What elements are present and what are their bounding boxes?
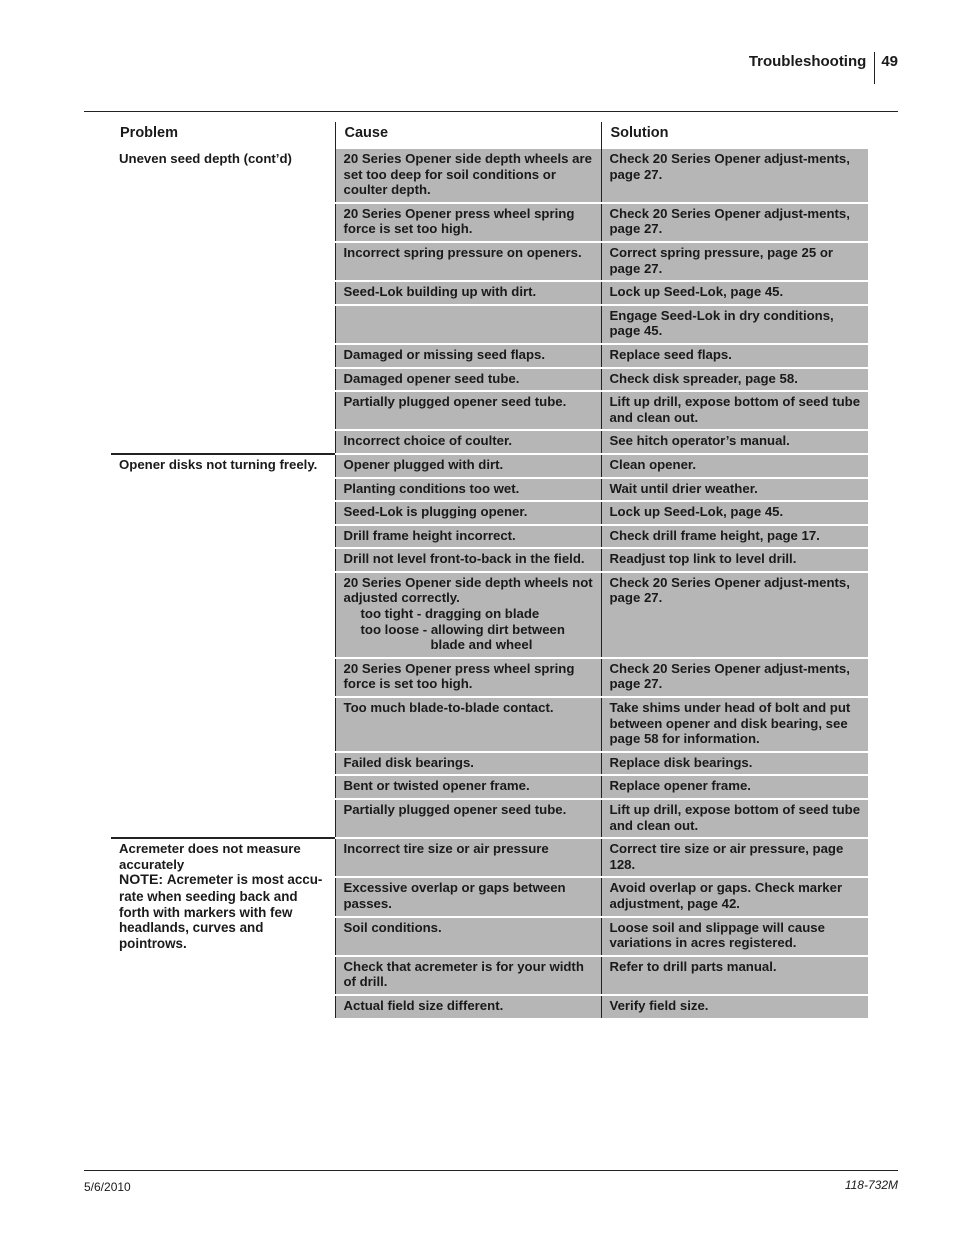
cause-cell: Seed-Lok building up with dirt. [335, 281, 601, 305]
solution-cell: Lock up Seed-Lok, page 45. [601, 281, 868, 305]
solution-cell: Take shims under head of bolt and put between opener and disk bearing, see page 58 for information. [601, 697, 868, 752]
solution-cell: Replace seed flaps. [601, 344, 868, 368]
cause-cell: Damaged opener seed tube. [335, 368, 601, 392]
cause-main-text: 20 Series Opener side depth wheels not adjusted correctly. [343, 574, 593, 606]
table-header-row [111, 122, 868, 149]
solution-cell: Readjust top link to level drill. [601, 548, 868, 572]
cause-cell: Planting conditions too wet. [335, 478, 601, 502]
cause-cell: Damaged or missing seed flaps. [335, 344, 601, 368]
cause-cell: Failed disk bearings. [335, 752, 601, 776]
problem-cell: Uneven seed depth (cont’d) [119, 151, 292, 166]
solution-cell: Correct tire size or air pressure, page 128. [601, 838, 868, 877]
cause-cell: Bent or twisted opener frame. [335, 775, 601, 799]
cause-cell: 20 Series Opener side depth wheels are set too deep for soil conditions or coulter depth. [335, 149, 601, 203]
solution-cell: See hitch operator’s manual. [601, 430, 868, 454]
bottom-rule [84, 1170, 898, 1171]
solution-cell: Wait until drier weather. [601, 478, 868, 502]
cause-cell: Partially plugged opener seed tube. [335, 391, 601, 430]
solution-cell: Check disk spreader, page 58. [601, 368, 868, 392]
solution-cell: Correct spring pressure, page 25 or page 27. [601, 242, 868, 281]
column-header-problem: Problem [120, 125, 179, 141]
solution-cell: Check 20 Series Opener adjust-ments, page 27. [601, 658, 868, 697]
problem-text: Acremeter does not measure accurately [119, 841, 301, 872]
solution-cell: Refer to drill parts manual. [601, 956, 868, 995]
cause-cell: Actual field size different. [335, 995, 601, 1019]
cause-cell: 20 Series Opener press wheel spring force is set too high. [335, 658, 601, 697]
solution-cell: Avoid overlap or gaps. Check marker adjustment, page 42. [601, 877, 868, 916]
solution-cell: Check 20 Series Opener adjust-ments, page 27. [601, 203, 868, 242]
solution-cell: Lift up drill, expose bottom of seed tube and clean out. [601, 799, 868, 838]
cause-cell: 20 Series Opener press wheel spring force is set too high. [335, 203, 601, 242]
solution-cell: Loose soil and slippage will cause variations in acres registered. [601, 917, 868, 956]
solution-cell: Check 20 Series Opener adjust-ments, page 27. [601, 149, 868, 203]
section-title: Troubleshooting [748, 53, 867, 70]
problem-cell [111, 838, 335, 1018]
solution-cell: Lift up drill, expose bottom of seed tube and clean out. [601, 391, 868, 430]
cause-subitem-continuation: blade and wheel [430, 637, 533, 653]
column-header-solution: Solution [601, 122, 868, 149]
footer-date: 5/6/2010 [84, 1180, 131, 1194]
solution-cell: Engage Seed-Lok in dry conditions, page 45. [601, 305, 868, 344]
solution-cell: Clean opener. [601, 454, 868, 478]
top-rule [84, 111, 898, 112]
cause-cell [335, 305, 601, 344]
cause-subitem: too tight - dragging on blade [360, 606, 540, 622]
cause-cell: Check that acremeter is for your width of drill. [335, 956, 601, 995]
table-row [111, 838, 868, 877]
solution-cell: Replace disk bearings. [601, 752, 868, 776]
cause-cell: Drill not level front-to-back in the field. [335, 548, 601, 572]
note-label: NOTE: [119, 872, 164, 889]
solution-cell: Lock up Seed-Lok, page 45. [601, 501, 868, 525]
cause-cell: Incorrect choice of coulter. [335, 430, 601, 454]
problem-cell: Opener disks not turning freely. [111, 454, 335, 838]
cause-cell [335, 572, 601, 658]
cause-subitem: too loose - allowing dirt between [360, 621, 565, 637]
cause-cell: Soil conditions. [335, 917, 601, 956]
cause-cell: Too much blade-to-blade contact. [335, 697, 601, 752]
cause-cell: Seed-Lok is plugging opener. [335, 501, 601, 525]
table-row [111, 149, 868, 203]
cause-cell: Partially plugged opener seed tube. [335, 799, 601, 838]
note-text: Acremeter is most accu-rate when seeding back and forth with markers with few headlands, curves and pointrows. [119, 872, 323, 951]
cause-cell: Incorrect spring pressure on openers. [335, 242, 601, 281]
cause-cell: Opener plugged with dirt. [335, 454, 601, 478]
solution-cell: Replace opener frame. [601, 775, 868, 799]
column-header-cause: Cause [335, 122, 601, 149]
solution-cell: Check drill frame height, page 17. [601, 525, 868, 549]
solution-cell: Check 20 Series Opener adjust-ments, page 27. [601, 572, 868, 658]
page-header [749, 52, 898, 84]
solution-cell: Verify field size. [601, 995, 868, 1019]
table-row [111, 454, 868, 478]
footer-doc-number: 118-732M [844, 1178, 898, 1192]
cause-cell: Excessive overlap or gaps between passes. [335, 877, 601, 916]
troubleshooting-table [111, 122, 868, 1020]
cause-cell: Incorrect tire size or air pressure [335, 838, 601, 877]
cause-cell: Drill frame height incorrect. [335, 525, 601, 549]
page-number: 49 [881, 53, 898, 70]
